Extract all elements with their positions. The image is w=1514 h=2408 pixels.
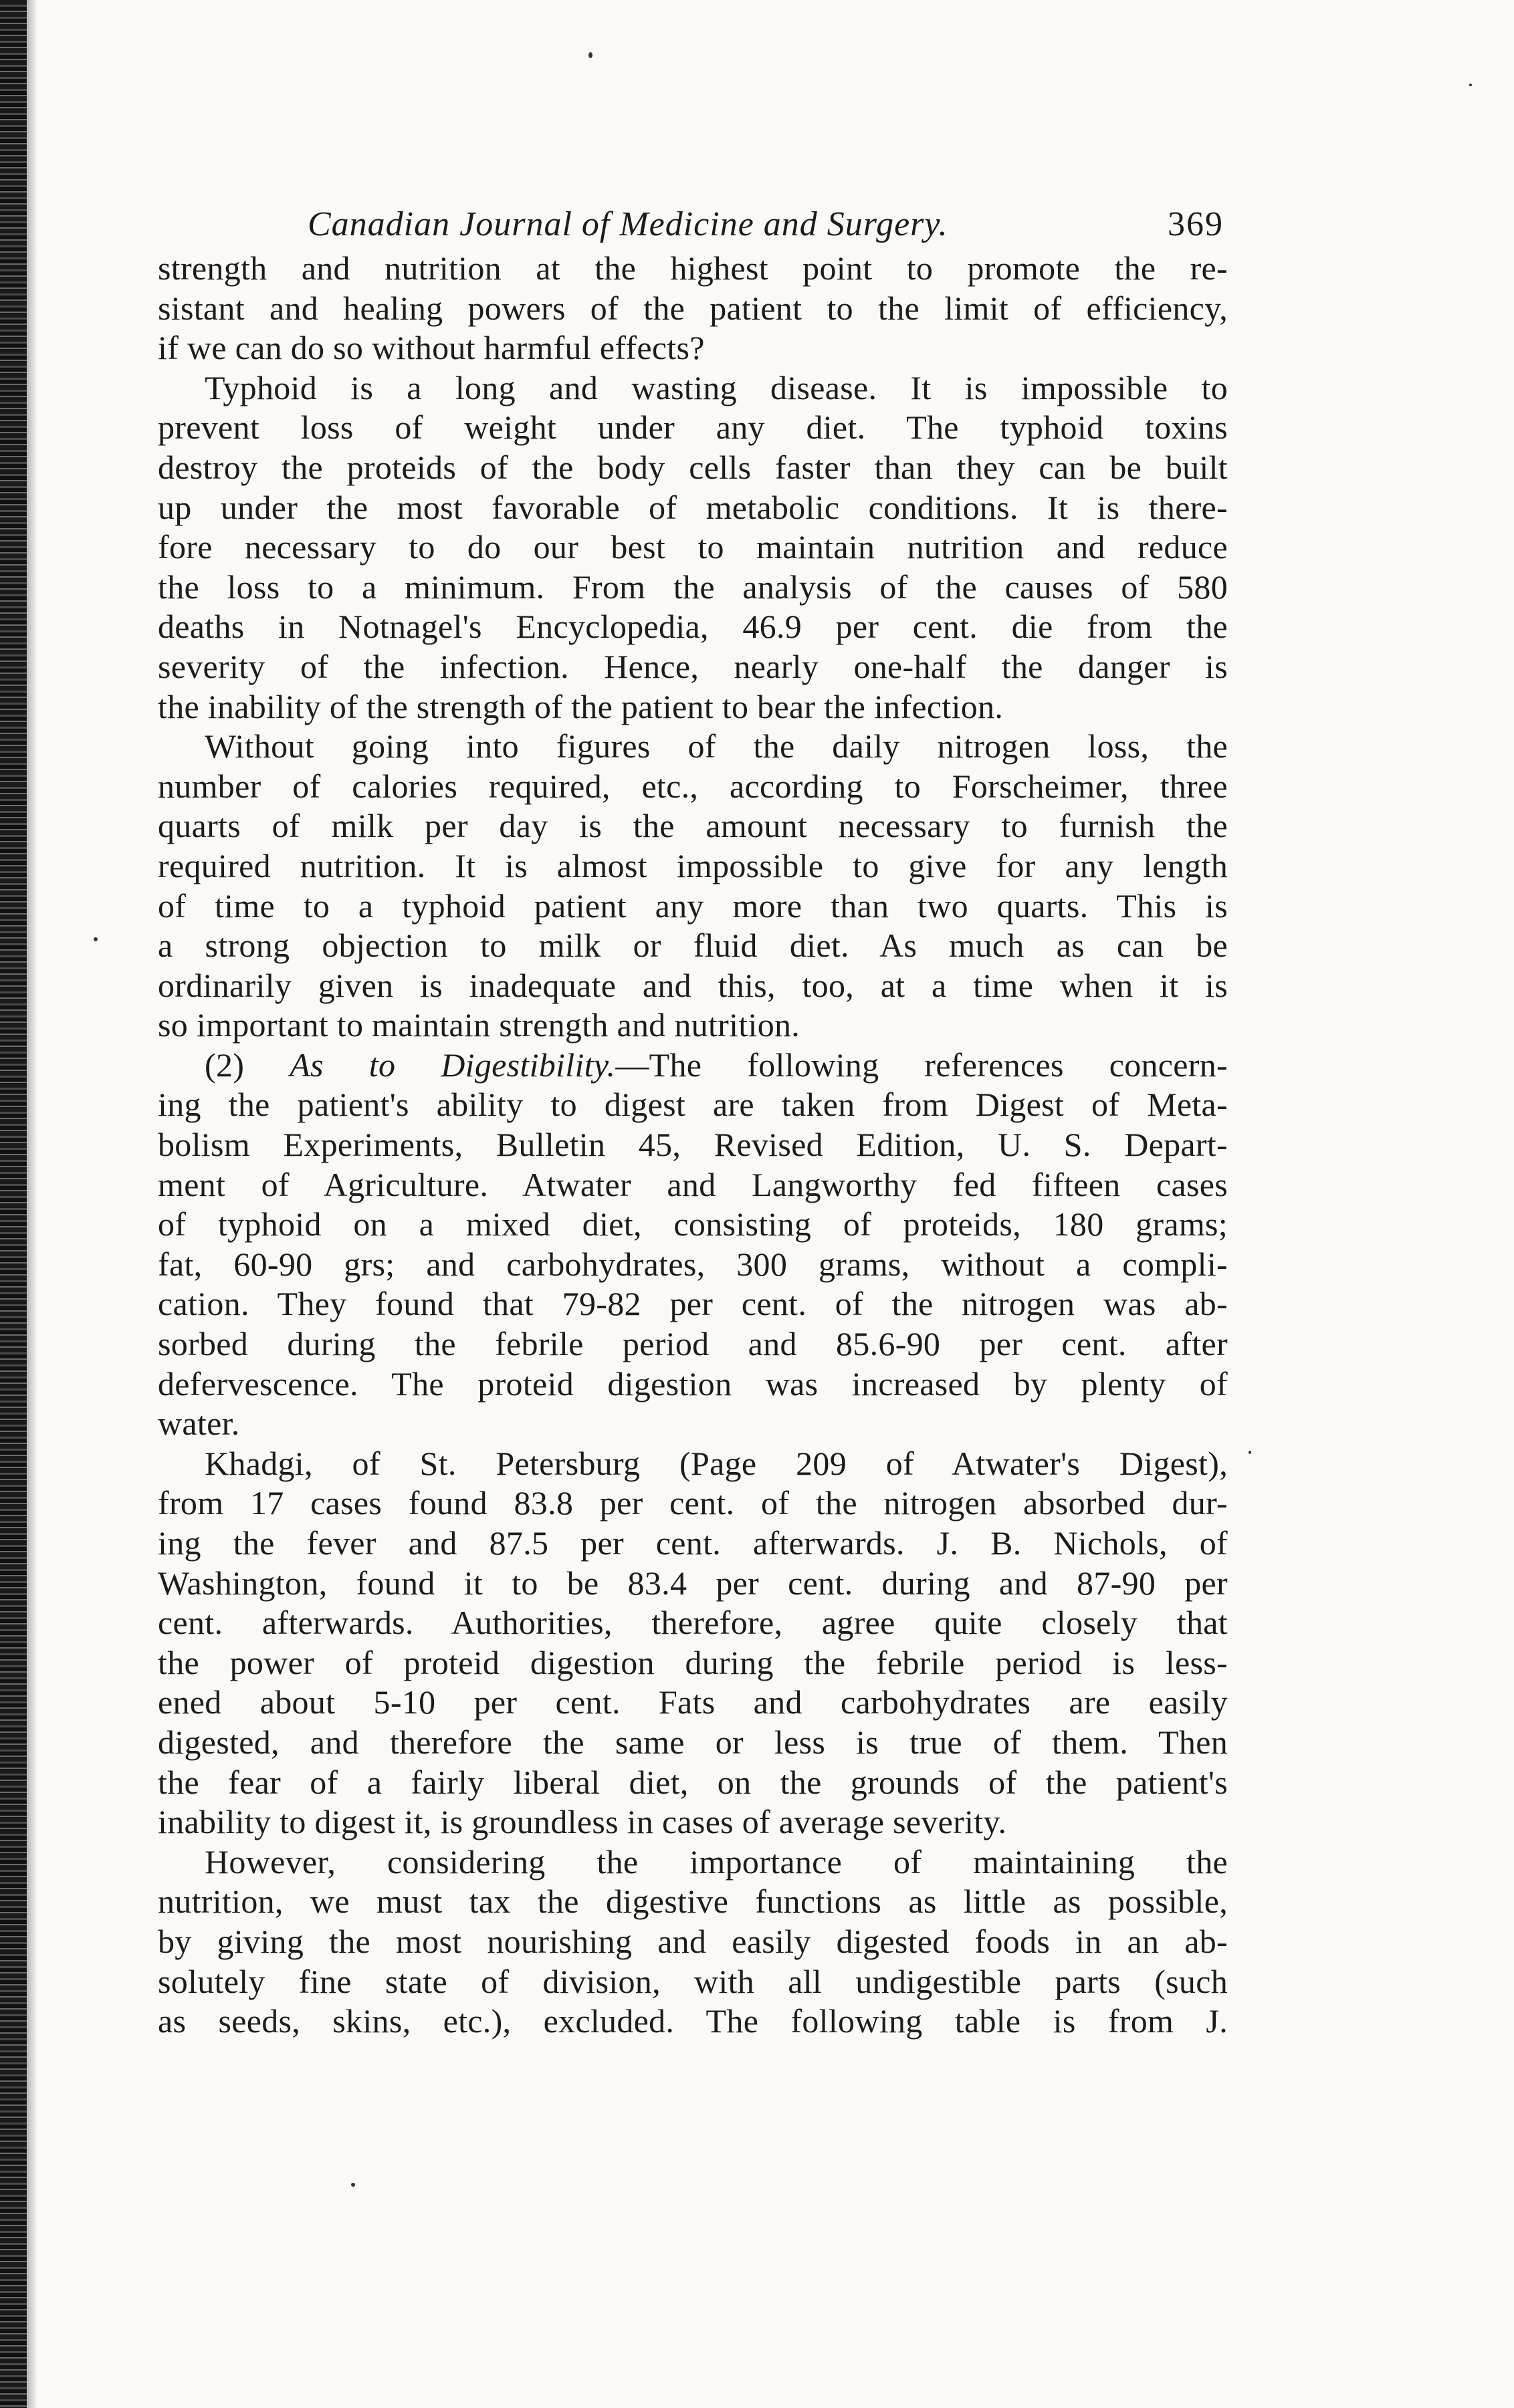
text-line: the inability of the strength of the patient to bear the infection. — [158, 687, 1004, 725]
text-line: nutrition, we must tax the digestive functions as little as possible, — [158, 1883, 1228, 1921]
text-line — [158, 1046, 1228, 1086]
text-line: water. — [158, 1405, 240, 1443]
text-line: as seeds, skins, etc.), excluded. The following table is from J. — [158, 2002, 1228, 2040]
text-line: sistant and healing powers of the patient to the limit of efficiency, — [158, 289, 1228, 327]
text-line: inability to digest it, is groundless in cases of average severity. — [158, 1803, 1007, 1841]
text-line: ordinarily given is inadequate and this, too, at a time when it is — [158, 966, 1228, 1004]
text-line: Khadgi, of St. Petersburg (Page 209 of Atwater's Digest), — [205, 1444, 1228, 1482]
text-run: —The following references concern- — [615, 1046, 1228, 1084]
text-line: bolism Experiments, Bulletin 45, Revised Edition, U. S. Depart- — [158, 1126, 1228, 1164]
text-line: severity of the infection. Hence, nearly one-half the danger is — [158, 647, 1228, 685]
section-heading: As to Digestibility. — [290, 1046, 616, 1084]
ink-speck — [1249, 1451, 1251, 1454]
text-line: deaths in Notnagel's Encyclopedia, 46.9 per cent. die from the — [158, 608, 1228, 646]
binding-edge — [0, 0, 27, 2408]
text-line: fat, 60-90 grs; and carbohydrates, 300 grams, without a compli- — [158, 1245, 1228, 1283]
text-line: a strong objection to milk or fluid diet. As much as can be — [158, 927, 1228, 965]
text-line: Washington, found it to be 83.4 per cent. during and 87-90 per — [158, 1564, 1228, 1602]
text-line: quarts of milk per day is the amount necessary to furnish the — [158, 807, 1228, 845]
text-line: so important to maintain strength and nutrition. — [158, 1006, 800, 1044]
text-line: the fear of a fairly liberal diet, on the grounds of the patient's — [158, 1763, 1228, 1801]
text-line: up under the most favorable of metabolic conditions. It is there- — [158, 488, 1228, 526]
text-line: the loss to a minimum. From the analysis of the causes of 580 — [158, 568, 1228, 606]
text-line: number of calories required, etc., according to Forscheimer, three — [158, 767, 1228, 805]
paragraph — [158, 1842, 1228, 2042]
article-body — [158, 249, 1228, 2042]
text-line: sorbed during the febrile period and 85.6-90 per cent. after — [158, 1325, 1228, 1363]
text-line: solutely fine state of division, with all undigestible parts (such — [158, 1962, 1228, 2000]
text-line: cation. They found that 79-82 per cent. of the nitrogen was ab- — [158, 1285, 1228, 1323]
text-line: required nutrition. It is almost impossible to give for any length — [158, 846, 1228, 884]
text-line: the power of proteid digestion during the febrile period is less- — [158, 1643, 1228, 1681]
section-number: (2) — [205, 1046, 290, 1084]
text-line: digested, and therefore the same or less is true of them. Then — [158, 1723, 1228, 1761]
ink-speck — [351, 2183, 355, 2187]
binding-shadow — [27, 0, 37, 2408]
text-line: if we can do so without harmful effects? — [158, 329, 705, 367]
ink-speck — [588, 52, 592, 58]
text-line: However, considering the importance of maintaining the — [205, 1842, 1228, 1881]
text-line: Typhoid is a long and wasting disease. It is impossible to — [205, 368, 1228, 406]
text-line: defervescence. The proteid digestion was increased by plenty of — [158, 1364, 1228, 1403]
text-line: ment of Agriculture. Atwater and Langworthy fed fifteen cases — [158, 1165, 1228, 1203]
page-header — [201, 205, 1264, 251]
paragraph — [158, 727, 1228, 1046]
ink-speck — [1469, 84, 1472, 86]
text-line: prevent loss of weight under any diet. The typhoid toxins — [158, 408, 1228, 447]
ink-speck — [94, 937, 98, 941]
page-number: 369 — [1168, 205, 1224, 243]
paragraph — [158, 249, 1228, 368]
text-line: from 17 cases found 83.8 per cent. of the nitrogen absorbed dur- — [158, 1484, 1228, 1522]
running-title: Canadian Journal of Medicine and Surgery. — [308, 205, 948, 243]
text-line: Without going into figures of the daily nitrogen loss, the — [205, 727, 1228, 765]
text-line: fore necessary to do our best to maintain nutrition and reduce — [158, 528, 1228, 566]
text-line: ing the fever and 87.5 per cent. afterwards. J. B. Nichols, of — [158, 1524, 1228, 1562]
text-line: ened about 5-10 per cent. Fats and carbohydrates are easily — [158, 1683, 1228, 1721]
text-line: by giving the most nourishing and easily digested foods in an ab- — [158, 1922, 1228, 1960]
text-line: cent. afterwards. Authorities, therefore, agree quite closely that — [158, 1604, 1228, 1642]
paragraph — [158, 1046, 1228, 1444]
text-line: strength and nutrition at the highest point to promote the re- — [158, 249, 1228, 287]
text-line: of time to a typhoid patient any more than two quarts. This is — [158, 886, 1228, 925]
paragraph — [158, 1444, 1228, 1842]
text-line: of typhoid on a mixed diet, consisting of proteids, 180 grams; — [158, 1205, 1228, 1243]
text-line: destroy the proteids of the body cells faster than they can be built — [158, 448, 1228, 486]
paragraph — [158, 368, 1228, 727]
text-line: ing the patient's ability to digest are taken from Digest of Meta- — [158, 1086, 1228, 1124]
